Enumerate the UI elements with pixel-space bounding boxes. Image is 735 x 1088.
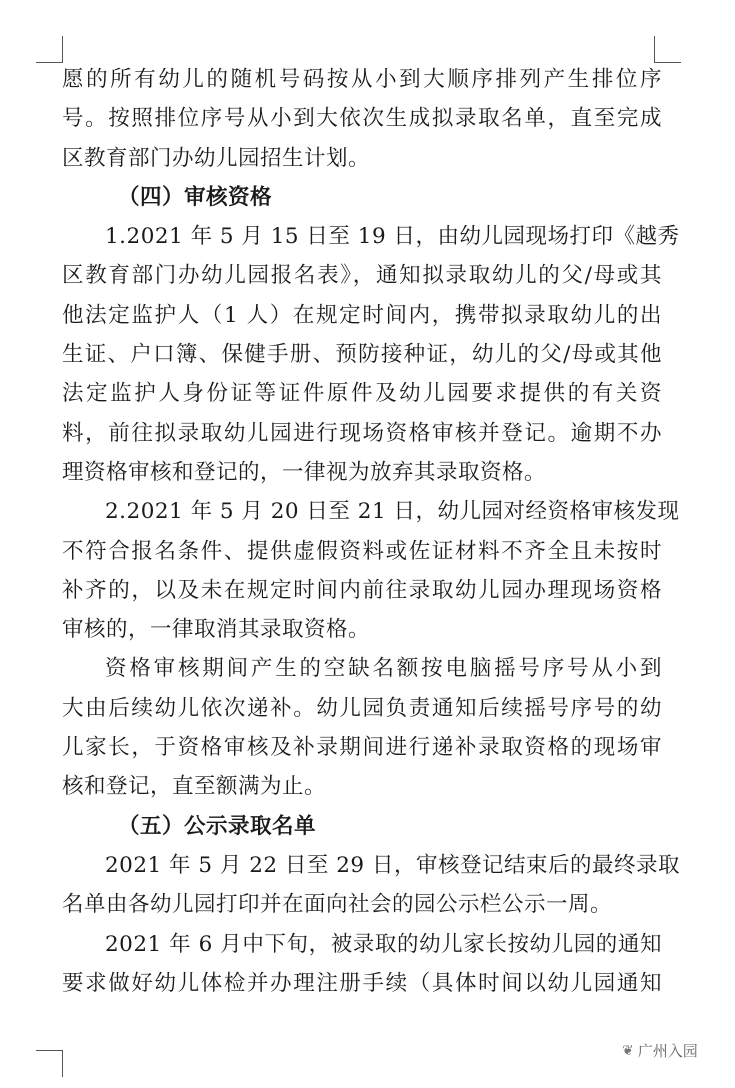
wechat-icon: ❦ — [622, 1042, 634, 1059]
text-line: 号。按照排位序号从小到大依次生成拟录取名单，直至完成 — [62, 106, 662, 132]
footer-account-name: 广州入园 — [637, 1042, 698, 1060]
text-line: 区教育部门办幼儿园报名表》，通知拟录取幼儿的父/母或其 — [62, 263, 662, 289]
text-line: 儿家长，于资格审核及补录期间进行递补录取资格的现场审 — [62, 735, 662, 761]
text-line: 名单由各幼儿园打印并在面向社会的园公示栏公示一周。 — [62, 892, 613, 918]
text-line: 审核的，一律取消其录取资格。 — [62, 617, 371, 643]
crop-mark-bottom-left — [36, 1050, 63, 1077]
text-line: 他法定监护人（1 人）在规定时间内，携带拟录取幼儿的出 — [62, 302, 662, 328]
text-line: 1.2021 年 5 月 15 日至 19 日，由幼儿园现场打印《越秀 — [105, 224, 680, 250]
text-line: 不符合报名条件、提供虚假资料或佐证材料不齐全且未按时 — [62, 538, 662, 564]
crop-mark-top-left — [36, 36, 63, 63]
document-body — [62, 60, 680, 1003]
text-line: 要求做好幼儿体检并办理注册手续（具体时间以幼儿园通知 — [62, 970, 662, 996]
crop-mark-top-right — [654, 36, 681, 63]
footer-account — [622, 1040, 698, 1061]
text-line: 区教育部门办幼儿园招生计划。 — [62, 145, 371, 171]
text-line: 法定监护人身份证等证件原件及幼儿园要求提供的有关资 — [62, 381, 662, 407]
text-line: 料，前往拟录取幼儿园进行现场资格审核并登记。逾期不办 — [62, 420, 662, 446]
text-line: 生证、户口簿、保健手册、预防接种证，幼儿的父/母或其他 — [62, 342, 662, 368]
section-heading: （五）公示录取名单 — [118, 813, 317, 839]
text-line: 核和登记，直至额满为止。 — [62, 774, 327, 800]
text-line: 补齐的，以及未在规定时间内前往录取幼儿园办理现场资格 — [62, 577, 662, 603]
text-line: 愿的所有幼儿的随机号码按从小到大顺序排列产生排位序 — [62, 67, 662, 92]
section-heading: （四）审核资格 — [118, 184, 273, 210]
text-line: 2.2021 年 5 月 20 日至 21 日，幼儿园对经资格审核发现 — [105, 499, 680, 525]
text-line: 2021 年 5 月 22 日至 29 日，审核登记结束后的最终录取 — [105, 852, 680, 878]
text-line: 2021 年 6 月中下旬，被录取的幼儿家长按幼儿园的通知 — [105, 931, 662, 957]
text-line: 资格审核期间产生的空缺名额按电脑摇号序号从小到 — [105, 656, 662, 682]
text-line: 大由后续幼儿依次递补。幼儿园负责通知后续摇号序号的幼 — [62, 695, 662, 721]
text-line: 理资格审核和登记的，一律视为放弃其录取资格。 — [62, 459, 547, 485]
